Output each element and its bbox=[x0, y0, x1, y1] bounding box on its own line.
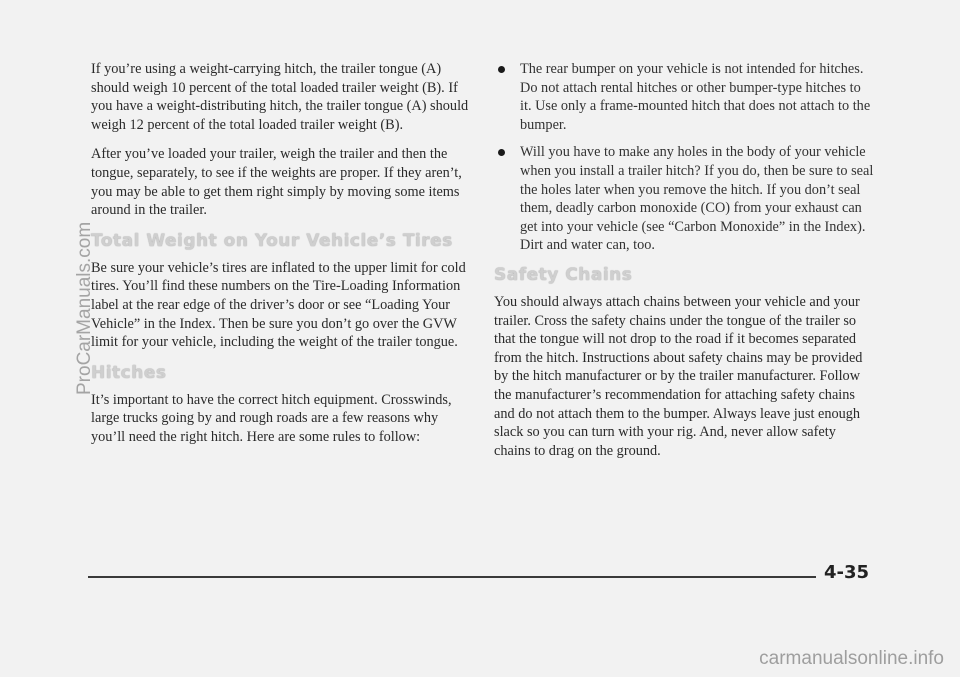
list-item bbox=[494, 143, 874, 255]
safety-chains-paragraph: You should always attach chains between your vehicle and your trailer. Cross the safety chains under the tongue of the trailer so that the tongue will not drop to the road if it becomes separated from the hitch. Instructions about safety chains may be provided by the hitch manufacturer or by the trailer manufacturer. Follow the manufacturer’s recommendation for attaching safety chains and do not attach them to the bumper. Always leave just enough slack so you can turn with your rig. And, never allow safety chains to drag on the ground. bbox=[494, 293, 863, 459]
bullet-icon bbox=[498, 149, 505, 156]
right-column bbox=[494, 60, 874, 471]
weighing-paragraph: After you’ve loaded your trailer, weigh the trailer and then the tongue, separately, to see if the weights are proper. If they aren’t, you may be able to get them right simply by moving some items around in the trailer. bbox=[91, 146, 462, 219]
list-item-text: Will you have to make any holes in the body of your vehicle when you install a trailer hitch? If you do, then be sure to seal the holes later when you remove the hitch. If you don’t seal them, deadly carbon monoxide (CO) from your exhaust can get into your vehicle (see “Carbon Monoxide” in the Index). Dirt and water can, too. bbox=[520, 144, 874, 254]
hitch-rules-list bbox=[494, 60, 874, 255]
list-item-text: The rear bumper on your vehicle is not intended for hitches. Do not attach rental hitches or other bumper-type hitches to it. Use only a frame-mounted hitch that does not attach to the bumper. bbox=[520, 61, 871, 133]
watermark-bottom: carmanualsonline.info bbox=[759, 648, 944, 669]
footer-divider bbox=[88, 576, 816, 578]
hitch-weight-paragraph: If you’re using a weight-carrying hitch, the trailer tongue (A) should weigh 10 percent of the total loaded trailer weight (B). If you have a weight-distributing hitch, the trailer tongue (A) should weigh 12 percent of the total loaded trailer weight (B). bbox=[91, 61, 469, 133]
section-heading-safety-chains: Safety Chains bbox=[494, 264, 633, 285]
watermark-side: ProCarManuals.com bbox=[74, 221, 95, 395]
bullet-icon bbox=[498, 66, 505, 73]
hitches-paragraph: It’s important to have the correct hitch equipment. Crosswinds, large trucks going by and rough roads are a few reasons why you’ll need the right hitch. Here are some rules to follow: bbox=[91, 391, 452, 445]
tire-weight-paragraph: Be sure your vehicle’s tires are inflated to the upper limit for cold tires. You’ll find these numbers on the Tire-Loading Information label at the rear edge of the driver’s door or see “Loading Your Vehicle” in the Index. Then be sure you don’t go over the GVW limit for your vehicle, including the weight of the trailer tongue. bbox=[91, 259, 466, 351]
section-heading-hitches: Hitches bbox=[91, 362, 167, 383]
list-item bbox=[494, 60, 874, 134]
page-number: 4-35 bbox=[824, 562, 870, 583]
section-heading-tire-weight: Total Weight on Your Vehicle’s Tires bbox=[91, 230, 453, 251]
left-column bbox=[91, 60, 469, 458]
